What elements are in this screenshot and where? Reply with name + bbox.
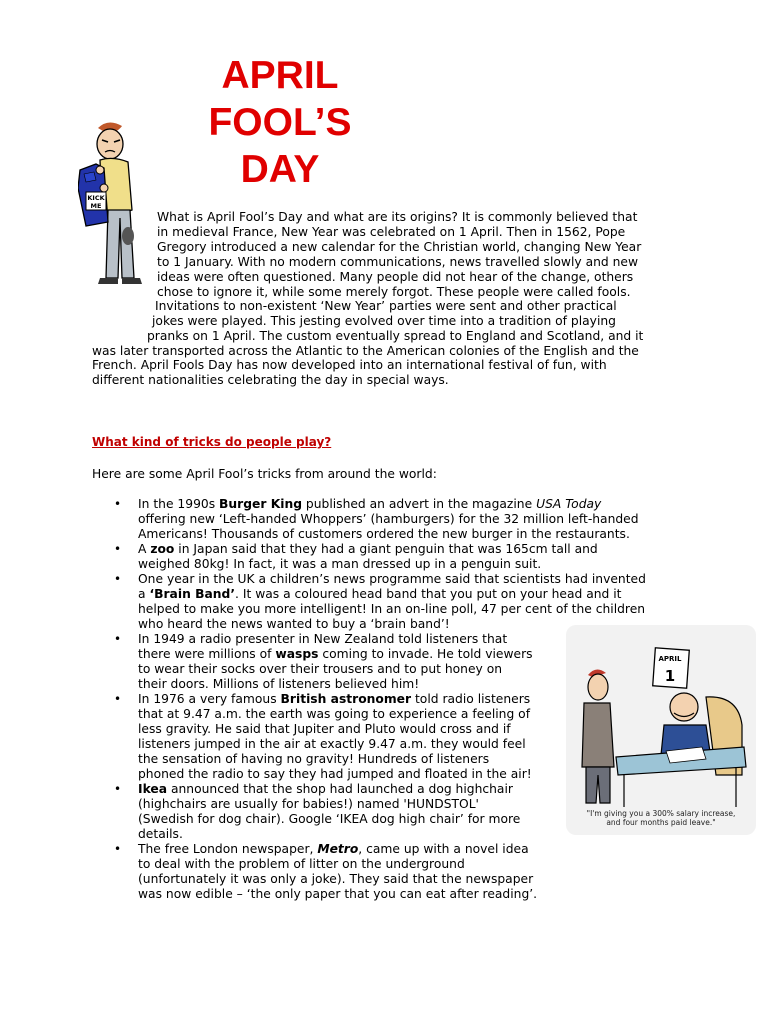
list-line: details. [138,827,183,841]
text-run: told radio listeners [411,692,531,706]
intro-line: chose to ignore it, while some merely forgot. These people were called fools. [157,285,631,299]
list-line [138,497,698,512]
bold-text: British astronomer [280,692,412,706]
title-line-1: APRIL [221,54,339,97]
bold-text: zoo [150,542,175,556]
section-heading: What kind of tricks do people play? [92,435,332,449]
intro-line: was later transported across the Atlantic to the American colonies of the English and the [92,344,639,358]
list-line: • One year in the UK a children’s news programme said that scientists had invented [138,572,646,586]
list-line: less gravity. He said that Jupiter and Pluto would cross and if [138,722,511,736]
list-line [138,542,698,557]
list-line: (unfortunately it was only a joke). They said that the newspaper [138,872,534,886]
list-line: (Swedish for dog chair). Google ‘IKEA dog high chair’ for more [138,812,521,826]
list-line: Americans! Thousands of customers ordered the new burger in the restaurants. [138,527,630,541]
caption-line-2: and four months paid leave." [606,818,716,827]
italic-text: USA Today [536,497,602,511]
kick-sign-word-1: KICK [87,194,105,202]
title-line-3: DAY [240,148,320,191]
text-run: there were millions of [138,647,276,661]
caption-line-1: "I'm giving you a 300% salary increase, [586,809,736,818]
page-title [190,52,370,193]
intro-line: French. April Fools Day has now developed into an international festival of fun, with [92,358,607,372]
intro-line: ideas were often questioned. Many people did not hear of the change, others [157,270,634,284]
list-item [118,542,698,572]
list-line: who heard the news wanted to buy a ‘brain band’! [138,617,450,631]
bold-text: Ikea [138,782,168,796]
calendar-month: APRIL [658,655,682,663]
text-run: , came up with a novel idea [358,842,529,856]
office-cartoon-drawing [566,625,756,810]
list-line [138,587,698,602]
list-line [138,842,698,857]
text-run: . It was a coloured head band that you put on your head and it [235,587,622,601]
list-line: their doors. Millions of listeners believed him! [138,677,420,691]
bold-text: wasps [275,647,319,661]
text-run: In the 1990s [138,497,220,511]
text-run: A [138,542,151,556]
list-line: the sensation of having no gravity! Hundreds of listeners [138,752,490,766]
list-line: to wear their socks over their trousers and to put honey on [138,662,503,676]
intro-line: Gregory introduced a new calendar for the Christian world, changing New Year [157,240,642,254]
intro-line: jokes were played. This jesting evolved over time into a tradition of playing [152,314,616,328]
text-run: The free London newspaper, [138,842,318,856]
intro-line: What is April Fool’s Day and what are its origins? It is commonly believed that [157,210,638,224]
bold-italic-text: Metro [317,842,359,856]
list-item [118,497,698,542]
list-line: offering new ‘Left-handed Whoppers’ (hamburgers) for the 32 million left-handed [138,512,639,526]
intro-line: in medieval France, New Year was celebrated on 1 April. Then in 1562, Pope [157,225,626,239]
text-run: in Japan said that they had a giant penguin that was 165cm tall and [174,542,598,556]
list-line: helped to make you more intelligent! In an on-line poll, 47 per cent of the children [138,602,646,616]
intro-line: pranks on 1 April. The custom eventually spread to England and Scotland, and it [147,329,644,343]
kick-sign-word-2: ME [90,202,102,210]
text-run: coming to invade. He told viewers [318,647,533,661]
intro-line: to 1 January. With no modern communications, news travelled slowly and new [157,255,639,269]
text-run: In 1976 a very famous [138,692,281,706]
office-cartoon-illustration [566,625,756,835]
list-line: (highchairs are usually for babies!) named 'HUNDSTOL' [138,797,479,811]
list-item [118,842,698,902]
text-run: published an advert in the magazine [302,497,537,511]
title-line-2: FOOL’S [208,101,352,144]
list-line: that at 9.47 a.m. the earth was going to experience a feeling of [138,707,531,721]
list-line: listeners jumped in the air at exactly 9.47 a.m. they would feel [138,737,526,751]
intro-line: Invitations to non-existent ‘New Year’ parties were sent and other practical [155,299,617,313]
cartoon-caption [566,809,756,827]
calendar-day: 1 [664,667,676,685]
section-lead: Here are some April Fool’s tricks from around the world: [92,467,437,481]
text-run: a [138,587,150,601]
text-run: announced that the shop had launched a dog highchair [167,782,513,796]
list-line: weighed 80kg! In fact, it was a man dressed up in a penguin suit. [138,557,542,571]
list-line: was now edible – ‘the only paper that you can eat after reading’. [138,887,538,901]
list-line: phoned the radio to say they had jumped and floated in the air! [138,767,532,781]
list-line: • In 1949 a radio presenter in New Zealand told listeners that [138,632,508,646]
list-line: to deal with the problem of litter on the underground [138,857,465,871]
intro-line: different nationalities celebrating the day in special ways. [92,373,449,387]
bold-text: ‘Brain Band’ [149,587,236,601]
list-item [118,572,698,632]
bold-text: Burger King [219,497,303,511]
